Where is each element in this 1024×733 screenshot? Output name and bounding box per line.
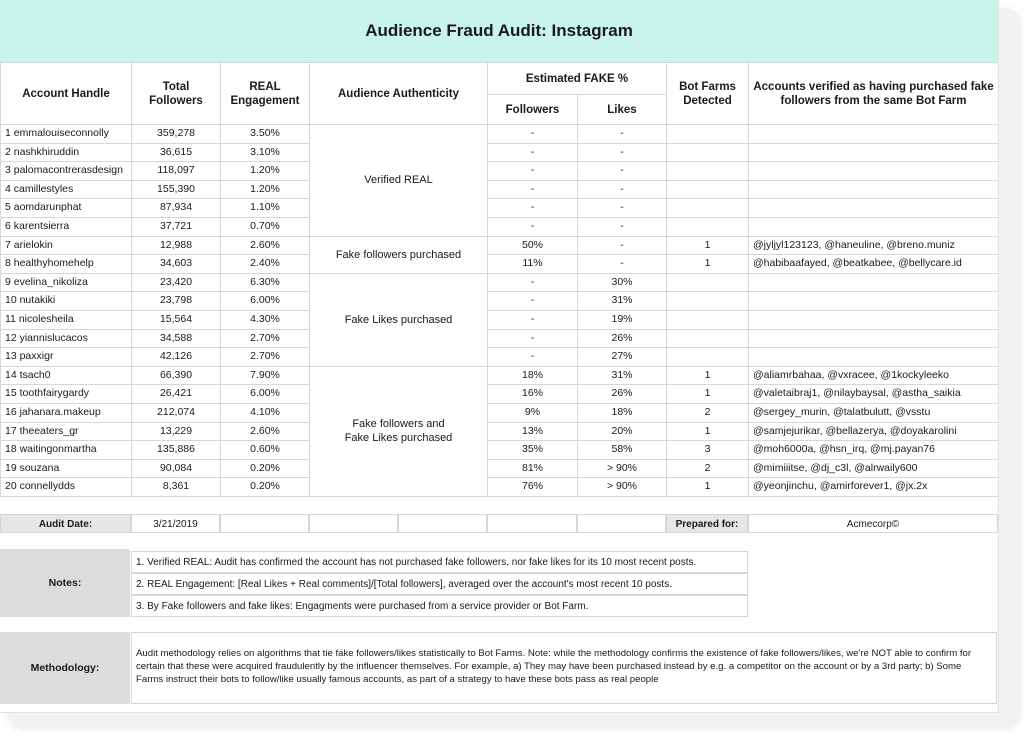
verified-accounts: @valetaibraj1, @nilaybaysal, @astha_saikia: [749, 385, 999, 404]
real-engagement: 0.20%: [221, 478, 310, 497]
bot-farms-count: 1: [667, 366, 749, 385]
real-engagement: 4.10%: [221, 403, 310, 422]
fake-followers-pct: 76%: [488, 478, 578, 497]
table-row: [1, 180, 999, 199]
fake-likes-pct: -: [578, 255, 667, 274]
fake-likes-pct: 58%: [578, 441, 667, 460]
account-handle: 20 connellydds: [1, 478, 132, 497]
col-header-total-followers: Total Followers: [132, 63, 221, 125]
total-followers: 42,126: [132, 348, 221, 367]
verified-accounts: [749, 180, 999, 199]
table-row: [1, 162, 999, 181]
bot-farms-count: 2: [667, 403, 749, 422]
account-handle: 13 paxxigr: [1, 348, 132, 367]
account-handle: 5 aomdarunphat: [1, 199, 132, 218]
total-followers: 23,798: [132, 292, 221, 311]
audit-date-value: 3/21/2019: [131, 514, 220, 533]
authenticity-fake-both-line2: Fake Likes purchased: [344, 432, 453, 445]
fake-likes-pct: -: [578, 162, 667, 181]
table-row: [1, 236, 999, 255]
table-row: [1, 143, 999, 162]
table-row: [1, 310, 999, 329]
fake-likes-pct: -: [578, 143, 667, 162]
bot-farms-count: [667, 348, 749, 367]
real-engagement: 1.10%: [221, 199, 310, 218]
fake-followers-pct: -: [488, 292, 578, 311]
verified-accounts: [749, 217, 999, 236]
audit-date-label: Audit Date:: [0, 514, 131, 533]
bot-farms-count: 1: [667, 255, 749, 274]
fake-likes-pct: -: [578, 180, 667, 199]
col-header-account-handle: Account Handle: [1, 63, 132, 125]
fake-followers-pct: -: [488, 199, 578, 218]
bot-farms-count: [667, 162, 749, 181]
bot-farms-count: [667, 273, 749, 292]
col-header-fake-likes: Likes: [578, 95, 667, 125]
verified-accounts: [749, 292, 999, 311]
fake-followers-pct: -: [488, 162, 578, 181]
account-handle: 7 arielokin: [1, 236, 132, 255]
table-row: [1, 329, 999, 348]
real-engagement: 2.60%: [221, 236, 310, 255]
fake-followers-pct: -: [488, 217, 578, 236]
fake-likes-pct: 30%: [578, 273, 667, 292]
total-followers: 34,603: [132, 255, 221, 274]
fake-followers-pct: 81%: [488, 459, 578, 478]
authenticity-fake-both-line1: Fake followers and: [352, 418, 445, 431]
verified-accounts: [749, 310, 999, 329]
total-followers: 66,390: [132, 366, 221, 385]
note-line: 3. By Fake followers and fake likes: Engagments were purchased from a service provider or Bot Farm.: [131, 595, 748, 617]
col-header-fake-followers: Followers: [488, 95, 578, 125]
bot-farms-count: [667, 180, 749, 199]
col-header-estimated-fake: Estimated FAKE %: [488, 63, 667, 95]
note-line: 2. REAL Engagement: [Real Likes + Real comments]/[Total followers], averaged over the account's most recent 10 posts.: [131, 573, 748, 595]
real-engagement: 2.70%: [221, 329, 310, 348]
total-followers: 15,564: [132, 310, 221, 329]
footer-empty-cell: [309, 514, 398, 533]
account-handle: 15 toothfairygardy: [1, 385, 132, 404]
audit-footer: [0, 514, 998, 533]
methodology-text: Audit methodology relies on algorithms that tie fake followers/likes statistically to Bot Farms. Note: while the methodology confirms the existence of fake followers/likes, we're NOT able to confirm for certain that these were acquired fraudulently by the influencer themselves. For example, a) They may have been purchased instead by e.g. a competitor on the account or by a 3rd party; b) Some Farms instruct their bots to follow/like usually famous accounts, as part of a strategy to have these bots pass as real people: [131, 632, 997, 704]
total-followers: 36,615: [132, 143, 221, 162]
bot-farms-count: [667, 199, 749, 218]
verified-accounts: [749, 348, 999, 367]
prepared-for-value: Acmecorp©: [748, 514, 998, 533]
total-followers: 118,097: [132, 162, 221, 181]
fake-likes-pct: -: [578, 125, 667, 144]
fake-followers-pct: 11%: [488, 255, 578, 274]
footer-empty-cell: [220, 514, 309, 533]
total-followers: 12,988: [132, 236, 221, 255]
account-handle: 10 nutakiki: [1, 292, 132, 311]
footer-empty-cell: [577, 514, 666, 533]
bot-farms-count: 1: [667, 236, 749, 255]
account-handle: 3 palomacontrerasdesign: [1, 162, 132, 181]
table-row: [1, 385, 999, 404]
account-handle: 6 karentsierra: [1, 217, 132, 236]
real-engagement: 6.00%: [221, 292, 310, 311]
account-handle: 8 healthyhomehelp: [1, 255, 132, 274]
account-handle: 16 jahanara.makeup: [1, 403, 132, 422]
bot-farms-count: [667, 310, 749, 329]
verified-accounts: @yeonjinchu, @amirforever1, @jx.2x: [749, 478, 999, 497]
total-followers: 8,361: [132, 478, 221, 497]
bot-farms-count: [667, 125, 749, 144]
verified-accounts: @mimiiitse, @dj_c3l, @alrwaily600: [749, 459, 999, 478]
notes-label: Notes:: [0, 549, 130, 617]
verified-accounts: [749, 125, 999, 144]
total-followers: 23,420: [132, 273, 221, 292]
real-engagement: 0.60%: [221, 441, 310, 460]
fake-followers-pct: 35%: [488, 441, 578, 460]
real-engagement: 7.90%: [221, 366, 310, 385]
authenticity-fake-followers: Fake followers purchased: [310, 236, 488, 273]
bot-farms-count: 3: [667, 441, 749, 460]
real-engagement: 6.30%: [221, 273, 310, 292]
bot-farms-count: 2: [667, 459, 749, 478]
table-row: [1, 273, 999, 292]
fake-likes-pct: 26%: [578, 385, 667, 404]
bot-farms-count: 1: [667, 478, 749, 497]
verified-accounts: @jyljyl123123, @haneuline, @breno.muniz: [749, 236, 999, 255]
real-engagement: 0.70%: [221, 217, 310, 236]
table-row: [1, 366, 999, 385]
account-handle: 4 camillestyles: [1, 180, 132, 199]
real-engagement: 4.30%: [221, 310, 310, 329]
table-row: [1, 217, 999, 236]
fake-likes-pct: 26%: [578, 329, 667, 348]
account-handle: 9 evelina_nikoliza: [1, 273, 132, 292]
fake-likes-pct: 18%: [578, 403, 667, 422]
fake-likes-pct: -: [578, 236, 667, 255]
bot-farms-count: 1: [667, 385, 749, 404]
account-handle: 14 tsach0: [1, 366, 132, 385]
fake-likes-pct: 20%: [578, 422, 667, 441]
audit-table: [0, 62, 999, 497]
note-line: 1. Verified REAL: Audit has confirmed the account has not purchased fake followers, nor fake likes for its 10 most recent posts.: [131, 551, 748, 573]
real-engagement: 3.10%: [221, 143, 310, 162]
account-handle: 18 waitingonmartha: [1, 441, 132, 460]
col-header-real-engagement: REAL Engagement: [221, 63, 310, 125]
fake-likes-pct: -: [578, 217, 667, 236]
fake-followers-pct: 50%: [488, 236, 578, 255]
total-followers: 87,934: [132, 199, 221, 218]
table-row: [1, 292, 999, 311]
table-row: [1, 199, 999, 218]
fake-followers-pct: 16%: [488, 385, 578, 404]
col-header-bot-farms: Bot Farms Detected: [667, 63, 749, 125]
real-engagement: 3.50%: [221, 125, 310, 144]
table-row: [1, 441, 999, 460]
bot-farms-count: [667, 292, 749, 311]
account-handle: 19 souzana: [1, 459, 132, 478]
fake-followers-pct: -: [488, 125, 578, 144]
table-row: [1, 348, 999, 367]
fake-likes-pct: 31%: [578, 292, 667, 311]
total-followers: 26,421: [132, 385, 221, 404]
col-header-accounts-verified: Accounts verified as having purchased fake followers from the same Bot Farm: [749, 63, 999, 125]
verified-accounts: [749, 329, 999, 348]
fake-followers-pct: 9%: [488, 403, 578, 422]
verified-accounts: [749, 143, 999, 162]
fake-followers-pct: -: [488, 180, 578, 199]
authenticity-fake-both: [310, 366, 488, 496]
verified-accounts: @aliamrbahaa, @vxracee, @1kockyleeko: [749, 366, 999, 385]
total-followers: 135,886: [132, 441, 221, 460]
authenticity-verified-real: Verified REAL: [310, 125, 488, 237]
report-title: Audience Fraud Audit: Instagram: [0, 0, 998, 63]
real-engagement: 2.40%: [221, 255, 310, 274]
fake-followers-pct: -: [488, 143, 578, 162]
total-followers: 212,074: [132, 403, 221, 422]
bot-farms-count: 1: [667, 422, 749, 441]
account-handle: 12 yiannislucacos: [1, 329, 132, 348]
fake-likes-pct: -: [578, 199, 667, 218]
table-row: [1, 422, 999, 441]
fake-followers-pct: 18%: [488, 366, 578, 385]
account-handle: 17 theeaters_gr: [1, 422, 132, 441]
account-handle: 2 nashkhiruddin: [1, 143, 132, 162]
total-followers: 359,278: [132, 125, 221, 144]
real-engagement: 1.20%: [221, 162, 310, 181]
verified-accounts: @habibaafayed, @beatkabee, @bellycare.id: [749, 255, 999, 274]
fake-followers-pct: 13%: [488, 422, 578, 441]
footer-empty-cell: [487, 514, 577, 533]
total-followers: 34,588: [132, 329, 221, 348]
verified-accounts: [749, 199, 999, 218]
total-followers: 90,084: [132, 459, 221, 478]
table-row: [1, 403, 999, 422]
real-engagement: 1.20%: [221, 180, 310, 199]
total-followers: 37,721: [132, 217, 221, 236]
prepared-for-label: Prepared for:: [666, 514, 748, 533]
account-handle: 11 nicolesheila: [1, 310, 132, 329]
real-engagement: 2.60%: [221, 422, 310, 441]
account-handle: 1 emmalouiseconnolly: [1, 125, 132, 144]
bot-farms-count: [667, 143, 749, 162]
verified-accounts: @sergey_murin, @talatbulutt, @vsstu: [749, 403, 999, 422]
verified-accounts: @samjejurikar, @bellazerya, @doyakarolini: [749, 422, 999, 441]
fake-likes-pct: 31%: [578, 366, 667, 385]
table-row: [1, 255, 999, 274]
real-engagement: 0.20%: [221, 459, 310, 478]
fake-followers-pct: -: [488, 310, 578, 329]
methodology-label: Methodology:: [0, 632, 130, 704]
fake-followers-pct: -: [488, 329, 578, 348]
verified-accounts: @moh6000a, @hsn_irq, @mj.payan76: [749, 441, 999, 460]
fake-likes-pct: 19%: [578, 310, 667, 329]
fake-followers-pct: -: [488, 273, 578, 292]
footer-empty-cell: [398, 514, 487, 533]
real-engagement: 6.00%: [221, 385, 310, 404]
table-row: [1, 125, 999, 144]
fake-likes-pct: 27%: [578, 348, 667, 367]
verified-accounts: [749, 273, 999, 292]
fake-likes-pct: > 90%: [578, 459, 667, 478]
authenticity-fake-likes: Fake Likes purchased: [310, 273, 488, 366]
total-followers: 13,229: [132, 422, 221, 441]
table-row: [1, 478, 999, 497]
verified-accounts: [749, 162, 999, 181]
bot-farms-count: [667, 329, 749, 348]
fake-likes-pct: > 90%: [578, 478, 667, 497]
real-engagement: 2.70%: [221, 348, 310, 367]
col-header-audience-authenticity: Audience Authenticity: [310, 63, 488, 125]
fake-followers-pct: -: [488, 348, 578, 367]
total-followers: 155,390: [132, 180, 221, 199]
bot-farms-count: [667, 217, 749, 236]
table-row: [1, 459, 999, 478]
